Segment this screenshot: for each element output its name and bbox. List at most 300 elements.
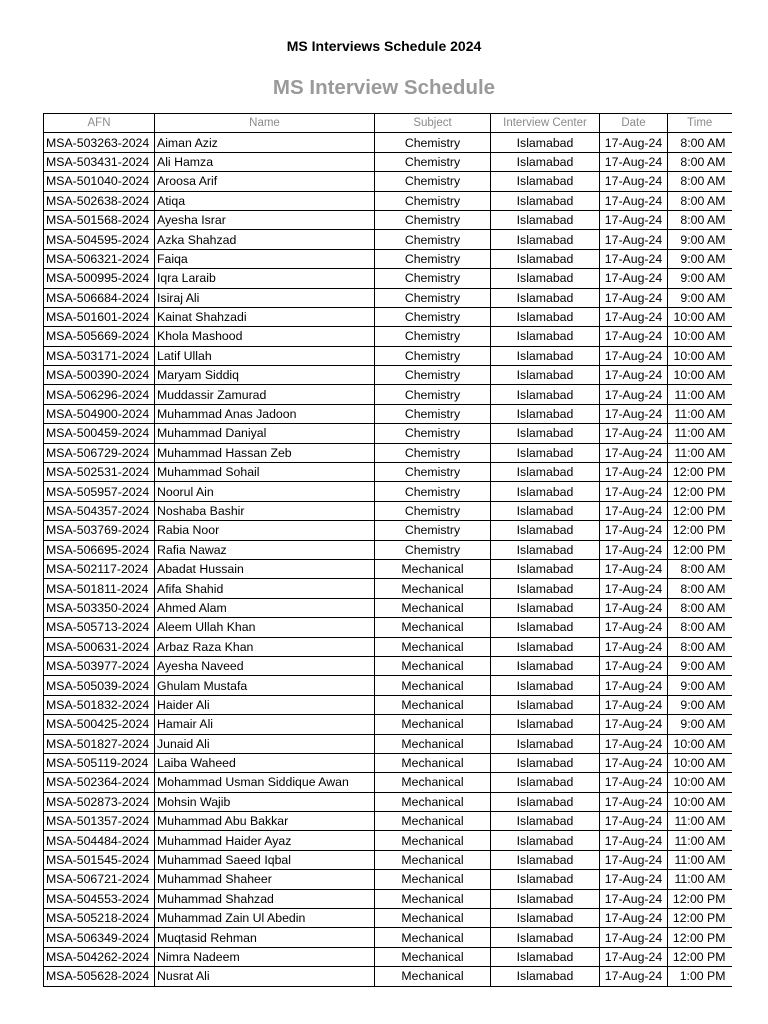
cell-afn: MSA-505669-2024 [44, 327, 155, 346]
cell-date: 17-Aug-24 [600, 482, 668, 501]
cell-time: 10:00 AM [668, 734, 732, 753]
table-row [44, 307, 732, 326]
cell-time: 9:00 AM [668, 715, 732, 734]
cell-interview-center: Islamabad [491, 172, 600, 191]
table-row [44, 734, 732, 753]
cell-time: 8:00 AM [668, 210, 732, 229]
cell-subject: Mechanical [375, 676, 491, 695]
cell-interview-center: Islamabad [491, 501, 600, 520]
cell-date: 17-Aug-24 [600, 152, 668, 171]
table-row [44, 637, 732, 656]
cell-interview-center: Islamabad [491, 269, 600, 288]
cell-name: Ayesha Naveed [155, 656, 375, 675]
cell-time: 10:00 AM [668, 773, 732, 792]
header-interview-center: Interview Center [491, 114, 600, 133]
cell-subject: Chemistry [375, 346, 491, 365]
cell-time: 10:00 AM [668, 366, 732, 385]
cell-subject: Chemistry [375, 501, 491, 520]
table-row [44, 695, 732, 714]
cell-afn: MSA-501357-2024 [44, 812, 155, 831]
cell-afn: MSA-505628-2024 [44, 967, 155, 986]
cell-name: Arbaz Raza Khan [155, 637, 375, 656]
cell-name: Muhammad Zain Ul Abedin [155, 909, 375, 928]
schedule-table [43, 113, 732, 987]
cell-name: Atiqa [155, 191, 375, 210]
cell-interview-center: Islamabad [491, 579, 600, 598]
cell-name: Muhammad Saeed Iqbal [155, 850, 375, 869]
cell-name: Mohammad Usman Siddique Awan [155, 773, 375, 792]
cell-name: Muhammad Daniyal [155, 424, 375, 443]
cell-afn: MSA-504484-2024 [44, 831, 155, 850]
cell-interview-center: Islamabad [491, 133, 600, 152]
table-row [44, 870, 732, 889]
cell-afn: MSA-506321-2024 [44, 249, 155, 268]
cell-date: 17-Aug-24 [600, 230, 668, 249]
cell-afn: MSA-501811-2024 [44, 579, 155, 598]
cell-date: 17-Aug-24 [600, 579, 668, 598]
cell-time: 10:00 AM [668, 327, 732, 346]
cell-time: 9:00 AM [668, 249, 732, 268]
cell-date: 17-Aug-24 [600, 637, 668, 656]
cell-subject: Mechanical [375, 773, 491, 792]
cell-subject: Chemistry [375, 540, 491, 559]
cell-date: 17-Aug-24 [600, 424, 668, 443]
cell-time: 11:00 AM [668, 850, 732, 869]
cell-afn: MSA-504357-2024 [44, 501, 155, 520]
document-title: MS Interviews Schedule 2024 [286, 38, 482, 54]
cell-interview-center: Islamabad [491, 676, 600, 695]
cell-name: Isiraj Ali [155, 288, 375, 307]
cell-afn: MSA-501601-2024 [44, 307, 155, 326]
cell-name: Laiba Waheed [155, 753, 375, 772]
cell-interview-center: Islamabad [491, 191, 600, 210]
table-row [44, 928, 732, 947]
cell-afn: MSA-503350-2024 [44, 598, 155, 617]
cell-date: 17-Aug-24 [600, 404, 668, 423]
table-row [44, 792, 732, 811]
cell-subject: Mechanical [375, 889, 491, 908]
cell-date: 17-Aug-24 [600, 521, 668, 540]
cell-interview-center: Islamabad [491, 598, 600, 617]
cell-subject: Mechanical [375, 870, 491, 889]
cell-subject: Mechanical [375, 695, 491, 714]
table-row [44, 269, 732, 288]
cell-interview-center: Islamabad [491, 521, 600, 540]
cell-subject: Mechanical [375, 715, 491, 734]
cell-date: 17-Aug-24 [600, 676, 668, 695]
cell-subject: Chemistry [375, 230, 491, 249]
cell-subject: Chemistry [375, 269, 491, 288]
table-row [44, 366, 732, 385]
cell-afn: MSA-503977-2024 [44, 656, 155, 675]
cell-afn: MSA-503171-2024 [44, 346, 155, 365]
cell-time: 8:00 AM [668, 618, 732, 637]
cell-afn: MSA-505119-2024 [44, 753, 155, 772]
cell-afn: MSA-501568-2024 [44, 210, 155, 229]
cell-name: Muhammad Shahzad [155, 889, 375, 908]
table-row [44, 172, 732, 191]
cell-time: 10:00 AM [668, 753, 732, 772]
cell-interview-center: Islamabad [491, 928, 600, 947]
cell-time: 12:00 PM [668, 947, 732, 966]
cell-time: 12:00 PM [668, 889, 732, 908]
cell-time: 9:00 AM [668, 230, 732, 249]
cell-interview-center: Islamabad [491, 366, 600, 385]
cell-name: Latif Ullah [155, 346, 375, 365]
cell-name: Aleem Ullah Khan [155, 618, 375, 637]
cell-time: 9:00 AM [668, 676, 732, 695]
cell-date: 17-Aug-24 [600, 909, 668, 928]
cell-interview-center: Islamabad [491, 753, 600, 772]
table-row [44, 152, 732, 171]
cell-interview-center: Islamabad [491, 947, 600, 966]
cell-name: Muhammad Sohail [155, 463, 375, 482]
cell-time: 9:00 AM [668, 288, 732, 307]
cell-time: 9:00 AM [668, 656, 732, 675]
cell-afn: MSA-500631-2024 [44, 637, 155, 656]
cell-subject: Chemistry [375, 385, 491, 404]
cell-name: Muqtasid Rehman [155, 928, 375, 947]
cell-subject: Mechanical [375, 753, 491, 772]
cell-date: 17-Aug-24 [600, 133, 668, 152]
cell-interview-center: Islamabad [491, 385, 600, 404]
cell-interview-center: Islamabad [491, 463, 600, 482]
table-row [44, 385, 732, 404]
cell-afn: MSA-504900-2024 [44, 404, 155, 423]
cell-date: 17-Aug-24 [600, 210, 668, 229]
cell-interview-center: Islamabad [491, 909, 600, 928]
cell-interview-center: Islamabad [491, 424, 600, 443]
cell-time: 11:00 AM [668, 385, 732, 404]
cell-interview-center: Islamabad [491, 443, 600, 462]
header-afn: AFN [44, 114, 155, 133]
cell-name: Muhammad Abu Bakkar [155, 812, 375, 831]
cell-date: 17-Aug-24 [600, 889, 668, 908]
cell-afn: MSA-504262-2024 [44, 947, 155, 966]
cell-date: 17-Aug-24 [600, 463, 668, 482]
cell-time: 8:00 AM [668, 598, 732, 617]
cell-name: Muhammad Haider Ayaz [155, 831, 375, 850]
table-row [44, 133, 732, 152]
cell-name: Aroosa Arif [155, 172, 375, 191]
cell-time: 9:00 AM [668, 695, 732, 714]
cell-date: 17-Aug-24 [600, 540, 668, 559]
cell-interview-center: Islamabad [491, 618, 600, 637]
table-row [44, 346, 732, 365]
cell-name: Muhammad Shaheer [155, 870, 375, 889]
cell-interview-center: Islamabad [491, 346, 600, 365]
cell-interview-center: Islamabad [491, 404, 600, 423]
cell-afn: MSA-503769-2024 [44, 521, 155, 540]
cell-date: 17-Aug-24 [600, 366, 668, 385]
cell-time: 1:00 PM [668, 967, 732, 986]
cell-interview-center: Islamabad [491, 889, 600, 908]
cell-name: Ali Hamza [155, 152, 375, 171]
cell-subject: Mechanical [375, 831, 491, 850]
cell-subject: Mechanical [375, 559, 491, 578]
cell-date: 17-Aug-24 [600, 269, 668, 288]
header-subject: Subject [375, 114, 491, 133]
cell-interview-center: Islamabad [491, 637, 600, 656]
cell-date: 17-Aug-24 [600, 695, 668, 714]
table-row [44, 947, 732, 966]
cell-time: 8:00 AM [668, 579, 732, 598]
cell-afn: MSA-502873-2024 [44, 792, 155, 811]
table-row [44, 443, 732, 462]
cell-time: 8:00 AM [668, 559, 732, 578]
cell-date: 17-Aug-24 [600, 773, 668, 792]
cell-time: 11:00 AM [668, 424, 732, 443]
cell-time: 11:00 AM [668, 404, 732, 423]
cell-time: 12:00 PM [668, 540, 732, 559]
table-body [44, 133, 732, 986]
table-row [44, 249, 732, 268]
cell-name: Iqra Laraib [155, 269, 375, 288]
header-time: Time [668, 114, 732, 133]
cell-time: 9:00 AM [668, 269, 732, 288]
cell-name: Hamair Ali [155, 715, 375, 734]
cell-time: 12:00 PM [668, 521, 732, 540]
cell-date: 17-Aug-24 [600, 753, 668, 772]
cell-name: Noorul Ain [155, 482, 375, 501]
table-row [44, 967, 732, 986]
table-title: MS Interview Schedule [272, 76, 496, 99]
cell-subject: Chemistry [375, 424, 491, 443]
cell-subject: Chemistry [375, 172, 491, 191]
cell-interview-center: Islamabad [491, 288, 600, 307]
cell-afn: MSA-506695-2024 [44, 540, 155, 559]
cell-interview-center: Islamabad [491, 482, 600, 501]
cell-subject: Chemistry [375, 327, 491, 346]
cell-interview-center: Islamabad [491, 152, 600, 171]
table-row [44, 773, 732, 792]
table-row [44, 482, 732, 501]
cell-name: Nusrat Ali [155, 967, 375, 986]
table-row [44, 753, 732, 772]
table-row [44, 404, 732, 423]
cell-date: 17-Aug-24 [600, 812, 668, 831]
cell-name: Junaid Ali [155, 734, 375, 753]
cell-time: 10:00 AM [668, 307, 732, 326]
cell-interview-center: Islamabad [491, 230, 600, 249]
cell-interview-center: Islamabad [491, 210, 600, 229]
cell-name: Rafia Nawaz [155, 540, 375, 559]
cell-time: 8:00 AM [668, 172, 732, 191]
cell-afn: MSA-505218-2024 [44, 909, 155, 928]
cell-subject: Chemistry [375, 404, 491, 423]
cell-subject: Chemistry [375, 191, 491, 210]
cell-date: 17-Aug-24 [600, 715, 668, 734]
cell-name: Abadat Hussain [155, 559, 375, 578]
cell-subject: Chemistry [375, 521, 491, 540]
table-row [44, 618, 732, 637]
cell-time: 12:00 PM [668, 928, 732, 947]
cell-afn: MSA-501040-2024 [44, 172, 155, 191]
cell-name: Azka Shahzad [155, 230, 375, 249]
cell-afn: MSA-506729-2024 [44, 443, 155, 462]
table-row [44, 598, 732, 617]
cell-afn: MSA-506296-2024 [44, 385, 155, 404]
cell-name: Muhammad Anas Jadoon [155, 404, 375, 423]
cell-subject: Mechanical [375, 598, 491, 617]
table-row [44, 656, 732, 675]
cell-date: 17-Aug-24 [600, 249, 668, 268]
cell-name: Mohsin Wajib [155, 792, 375, 811]
cell-subject: Chemistry [375, 463, 491, 482]
cell-afn: MSA-501832-2024 [44, 695, 155, 714]
cell-time: 11:00 AM [668, 443, 732, 462]
cell-time: 12:00 PM [668, 501, 732, 520]
table-row [44, 521, 732, 540]
cell-interview-center: Islamabad [491, 327, 600, 346]
cell-date: 17-Aug-24 [600, 191, 668, 210]
cell-interview-center: Islamabad [491, 870, 600, 889]
cell-date: 17-Aug-24 [600, 598, 668, 617]
cell-afn: MSA-503431-2024 [44, 152, 155, 171]
cell-date: 17-Aug-24 [600, 947, 668, 966]
cell-time: 8:00 AM [668, 152, 732, 171]
cell-interview-center: Islamabad [491, 656, 600, 675]
table-row [44, 424, 732, 443]
cell-date: 17-Aug-24 [600, 792, 668, 811]
table-row [44, 210, 732, 229]
cell-date: 17-Aug-24 [600, 850, 668, 869]
cell-subject: Chemistry [375, 482, 491, 501]
cell-date: 17-Aug-24 [600, 967, 668, 986]
cell-afn: MSA-501545-2024 [44, 850, 155, 869]
table-row [44, 812, 732, 831]
cell-date: 17-Aug-24 [600, 618, 668, 637]
table-row [44, 230, 732, 249]
cell-subject: Mechanical [375, 947, 491, 966]
cell-date: 17-Aug-24 [600, 288, 668, 307]
table-row [44, 288, 732, 307]
cell-interview-center: Islamabad [491, 695, 600, 714]
cell-subject: Chemistry [375, 210, 491, 229]
table-row [44, 191, 732, 210]
table-row [44, 463, 732, 482]
cell-afn: MSA-500995-2024 [44, 269, 155, 288]
cell-afn: MSA-501827-2024 [44, 734, 155, 753]
cell-time: 11:00 AM [668, 812, 732, 831]
cell-name: Ghulam Mustafa [155, 676, 375, 695]
cell-interview-center: Islamabad [491, 734, 600, 753]
cell-interview-center: Islamabad [491, 249, 600, 268]
cell-date: 17-Aug-24 [600, 656, 668, 675]
table-row [44, 676, 732, 695]
cell-afn: MSA-505039-2024 [44, 676, 155, 695]
cell-time: 8:00 AM [668, 637, 732, 656]
cell-name: Ayesha Israr [155, 210, 375, 229]
table-row [44, 715, 732, 734]
cell-name: Noshaba Bashir [155, 501, 375, 520]
cell-name: Muddassir Zamurad [155, 385, 375, 404]
cell-name: Haider Ali [155, 695, 375, 714]
cell-date: 17-Aug-24 [600, 870, 668, 889]
cell-afn: MSA-500459-2024 [44, 424, 155, 443]
cell-afn: MSA-504553-2024 [44, 889, 155, 908]
cell-name: Maryam Siddiq [155, 366, 375, 385]
table-row [44, 540, 732, 559]
cell-name: Afifa Shahid [155, 579, 375, 598]
table-row [44, 579, 732, 598]
cell-time: 11:00 AM [668, 870, 732, 889]
cell-subject: Mechanical [375, 850, 491, 869]
cell-subject: Chemistry [375, 133, 491, 152]
cell-subject: Mechanical [375, 792, 491, 811]
cell-name: Faiqa [155, 249, 375, 268]
cell-date: 17-Aug-24 [600, 172, 668, 191]
cell-afn: MSA-505713-2024 [44, 618, 155, 637]
cell-time: 12:00 PM [668, 463, 732, 482]
cell-time: 12:00 PM [668, 909, 732, 928]
cell-subject: Chemistry [375, 307, 491, 326]
cell-afn: MSA-502638-2024 [44, 191, 155, 210]
cell-time: 8:00 AM [668, 191, 732, 210]
cell-afn: MSA-506721-2024 [44, 870, 155, 889]
cell-date: 17-Aug-24 [600, 501, 668, 520]
cell-name: Aiman Aziz [155, 133, 375, 152]
cell-date: 17-Aug-24 [600, 327, 668, 346]
table-row [44, 501, 732, 520]
cell-afn: MSA-500390-2024 [44, 366, 155, 385]
header-name: Name [155, 114, 375, 133]
cell-subject: Mechanical [375, 812, 491, 831]
cell-interview-center: Islamabad [491, 715, 600, 734]
cell-date: 17-Aug-24 [600, 385, 668, 404]
cell-time: 12:00 PM [668, 482, 732, 501]
cell-time: 10:00 AM [668, 346, 732, 365]
cell-subject: Mechanical [375, 928, 491, 947]
cell-name: Khola Mashood [155, 327, 375, 346]
cell-afn: MSA-505957-2024 [44, 482, 155, 501]
cell-afn: MSA-503263-2024 [44, 133, 155, 152]
cell-date: 17-Aug-24 [600, 734, 668, 753]
cell-interview-center: Islamabad [491, 850, 600, 869]
cell-interview-center: Islamabad [491, 967, 600, 986]
cell-subject: Chemistry [375, 152, 491, 171]
cell-interview-center: Islamabad [491, 540, 600, 559]
cell-subject: Chemistry [375, 366, 491, 385]
cell-afn: MSA-502531-2024 [44, 463, 155, 482]
cell-interview-center: Islamabad [491, 307, 600, 326]
cell-afn: MSA-506349-2024 [44, 928, 155, 947]
table-row [44, 327, 732, 346]
cell-interview-center: Islamabad [491, 773, 600, 792]
cell-subject: Mechanical [375, 734, 491, 753]
cell-date: 17-Aug-24 [600, 443, 668, 462]
cell-name: Rabia Noor [155, 521, 375, 540]
table-row [44, 909, 732, 928]
table-row [44, 559, 732, 578]
cell-subject: Mechanical [375, 967, 491, 986]
table-header-row [44, 114, 732, 133]
cell-subject: Mechanical [375, 909, 491, 928]
cell-afn: MSA-500425-2024 [44, 715, 155, 734]
cell-afn: MSA-502364-2024 [44, 773, 155, 792]
cell-subject: Mechanical [375, 656, 491, 675]
cell-interview-center: Islamabad [491, 812, 600, 831]
cell-interview-center: Islamabad [491, 559, 600, 578]
cell-time: 8:00 AM [668, 133, 732, 152]
cell-date: 17-Aug-24 [600, 307, 668, 326]
cell-name: Nimra Nadeem [155, 947, 375, 966]
cell-date: 17-Aug-24 [600, 831, 668, 850]
cell-time: 11:00 AM [668, 831, 732, 850]
cell-subject: Mechanical [375, 579, 491, 598]
cell-subject: Mechanical [375, 618, 491, 637]
cell-date: 17-Aug-24 [600, 346, 668, 365]
